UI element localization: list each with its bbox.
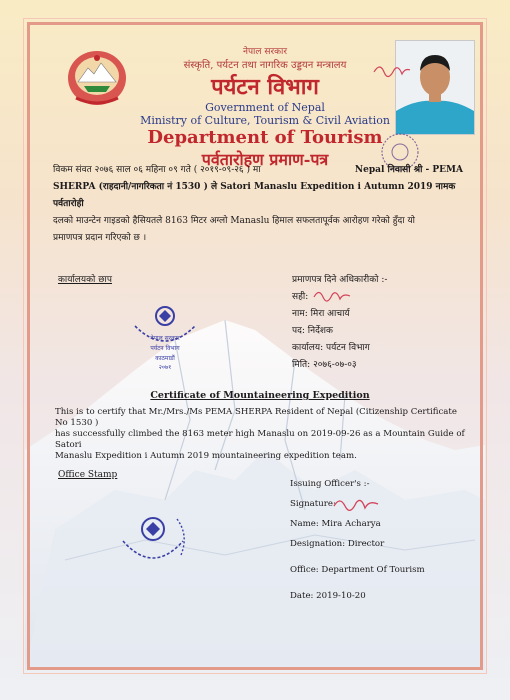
en-line-3: Manaslu Expedition i Autumn 2019 mountaineering expedition team. (55, 451, 357, 461)
officer-np-title: प्रमाणपत्र दिने अधिकारीको :- (292, 275, 388, 285)
office-stamp-np-icon (125, 296, 205, 376)
officer-en-signature-label: Signature: (290, 499, 336, 509)
officer-en-name: Name: Mira Acharya (290, 519, 381, 529)
officer-np-designation: पद: निर्देशक (292, 326, 333, 336)
stamp-np-mid-text: पर्यटन विभाग (150, 345, 180, 352)
photo-signature-icon (372, 60, 412, 82)
officer-np-name: नाम: मिरा आचार्य (292, 309, 350, 319)
ministry-en-text: Ministry of Culture, Tourism & Civil Aviation (140, 114, 390, 127)
en-line-1: This is to certify that Mr./Mrs./Ms PEMA SHERPA Resident of Nepal (Citizenship Certificate No 1530 ) (55, 407, 457, 428)
stamp-np-bottom-text: काठमाडौं (155, 355, 175, 362)
stamp-np-year-text: २०७१ (158, 364, 172, 371)
nepal-emblem-icon (66, 48, 128, 108)
dept-en-title: Department of Tourism (147, 127, 383, 148)
officer-np-signature-label: सही: (292, 292, 309, 302)
gov-np-text: नेपाल सरकार (242, 47, 288, 57)
officer-en-title: Issuing Officer's :- (290, 479, 370, 489)
en-line-2: has successfully climbed the 8163 meter high Manaslu on 2019-09-26 as a Mountain Guide of Satori (55, 429, 465, 450)
officer-np-office: कार्यालय: पर्यटन विभाग (292, 343, 370, 353)
certificate-np-title: पर्वतारोहण प्रमाण-पत्र (201, 150, 329, 169)
officer-np-signature-icon (312, 287, 352, 305)
np-line-1-right: Nepal निवासी श्री - PEMA (354, 165, 463, 175)
certificate-en-title: Certificate of Mountaineering Expedition (150, 390, 370, 401)
stamp-np-top-text: नेपाल सरकार (150, 335, 180, 342)
portrait-image (396, 41, 474, 134)
np-line-2: SHERPA (राहदानी/नागरिकता नं 1530 ) ले Satori Manaslu Expedition i Autumn 2019 नामक पर्वतारोही (53, 182, 456, 209)
np-line-1: विकम संवत २०७६ साल ०६ महिना ०९ गते ( २०१९-०९-२६ ) मा (53, 165, 261, 175)
holder-photo (395, 40, 475, 135)
officer-en-designation: Designation: Director (290, 539, 385, 549)
officer-np-date: मिति: २०७६-०७-०३ (292, 360, 357, 370)
officer-en-office: Office: Department Of Tourism (290, 565, 425, 575)
np-line-3: दलको माउन्टेन गाइडको हैसियतले 8163 मिटर अग्लो Manaslu हिमाल सफलतापूर्वक आरोहण गरेको हुँदा यो (53, 216, 416, 226)
np-line-4: प्रमाणपत्र प्रदान गरिएको छ । (53, 233, 147, 243)
office-stamp-en-label: Office Stamp (58, 470, 118, 480)
office-stamp-en-icon (115, 505, 195, 585)
office-stamp-np-label: कार्यालयको छाप (58, 275, 112, 285)
dept-np-title: पर्यटन विभाग (211, 74, 319, 100)
gov-en-text: Government of Nepal (205, 101, 325, 114)
ministry-np-text: संस्कृति, पर्यटन तथा नागरिक उड्डयन मन्त्रालय (183, 60, 347, 71)
officer-en-signature-icon (332, 494, 380, 514)
officer-en-date: Date: 2019-10-20 (290, 591, 366, 601)
